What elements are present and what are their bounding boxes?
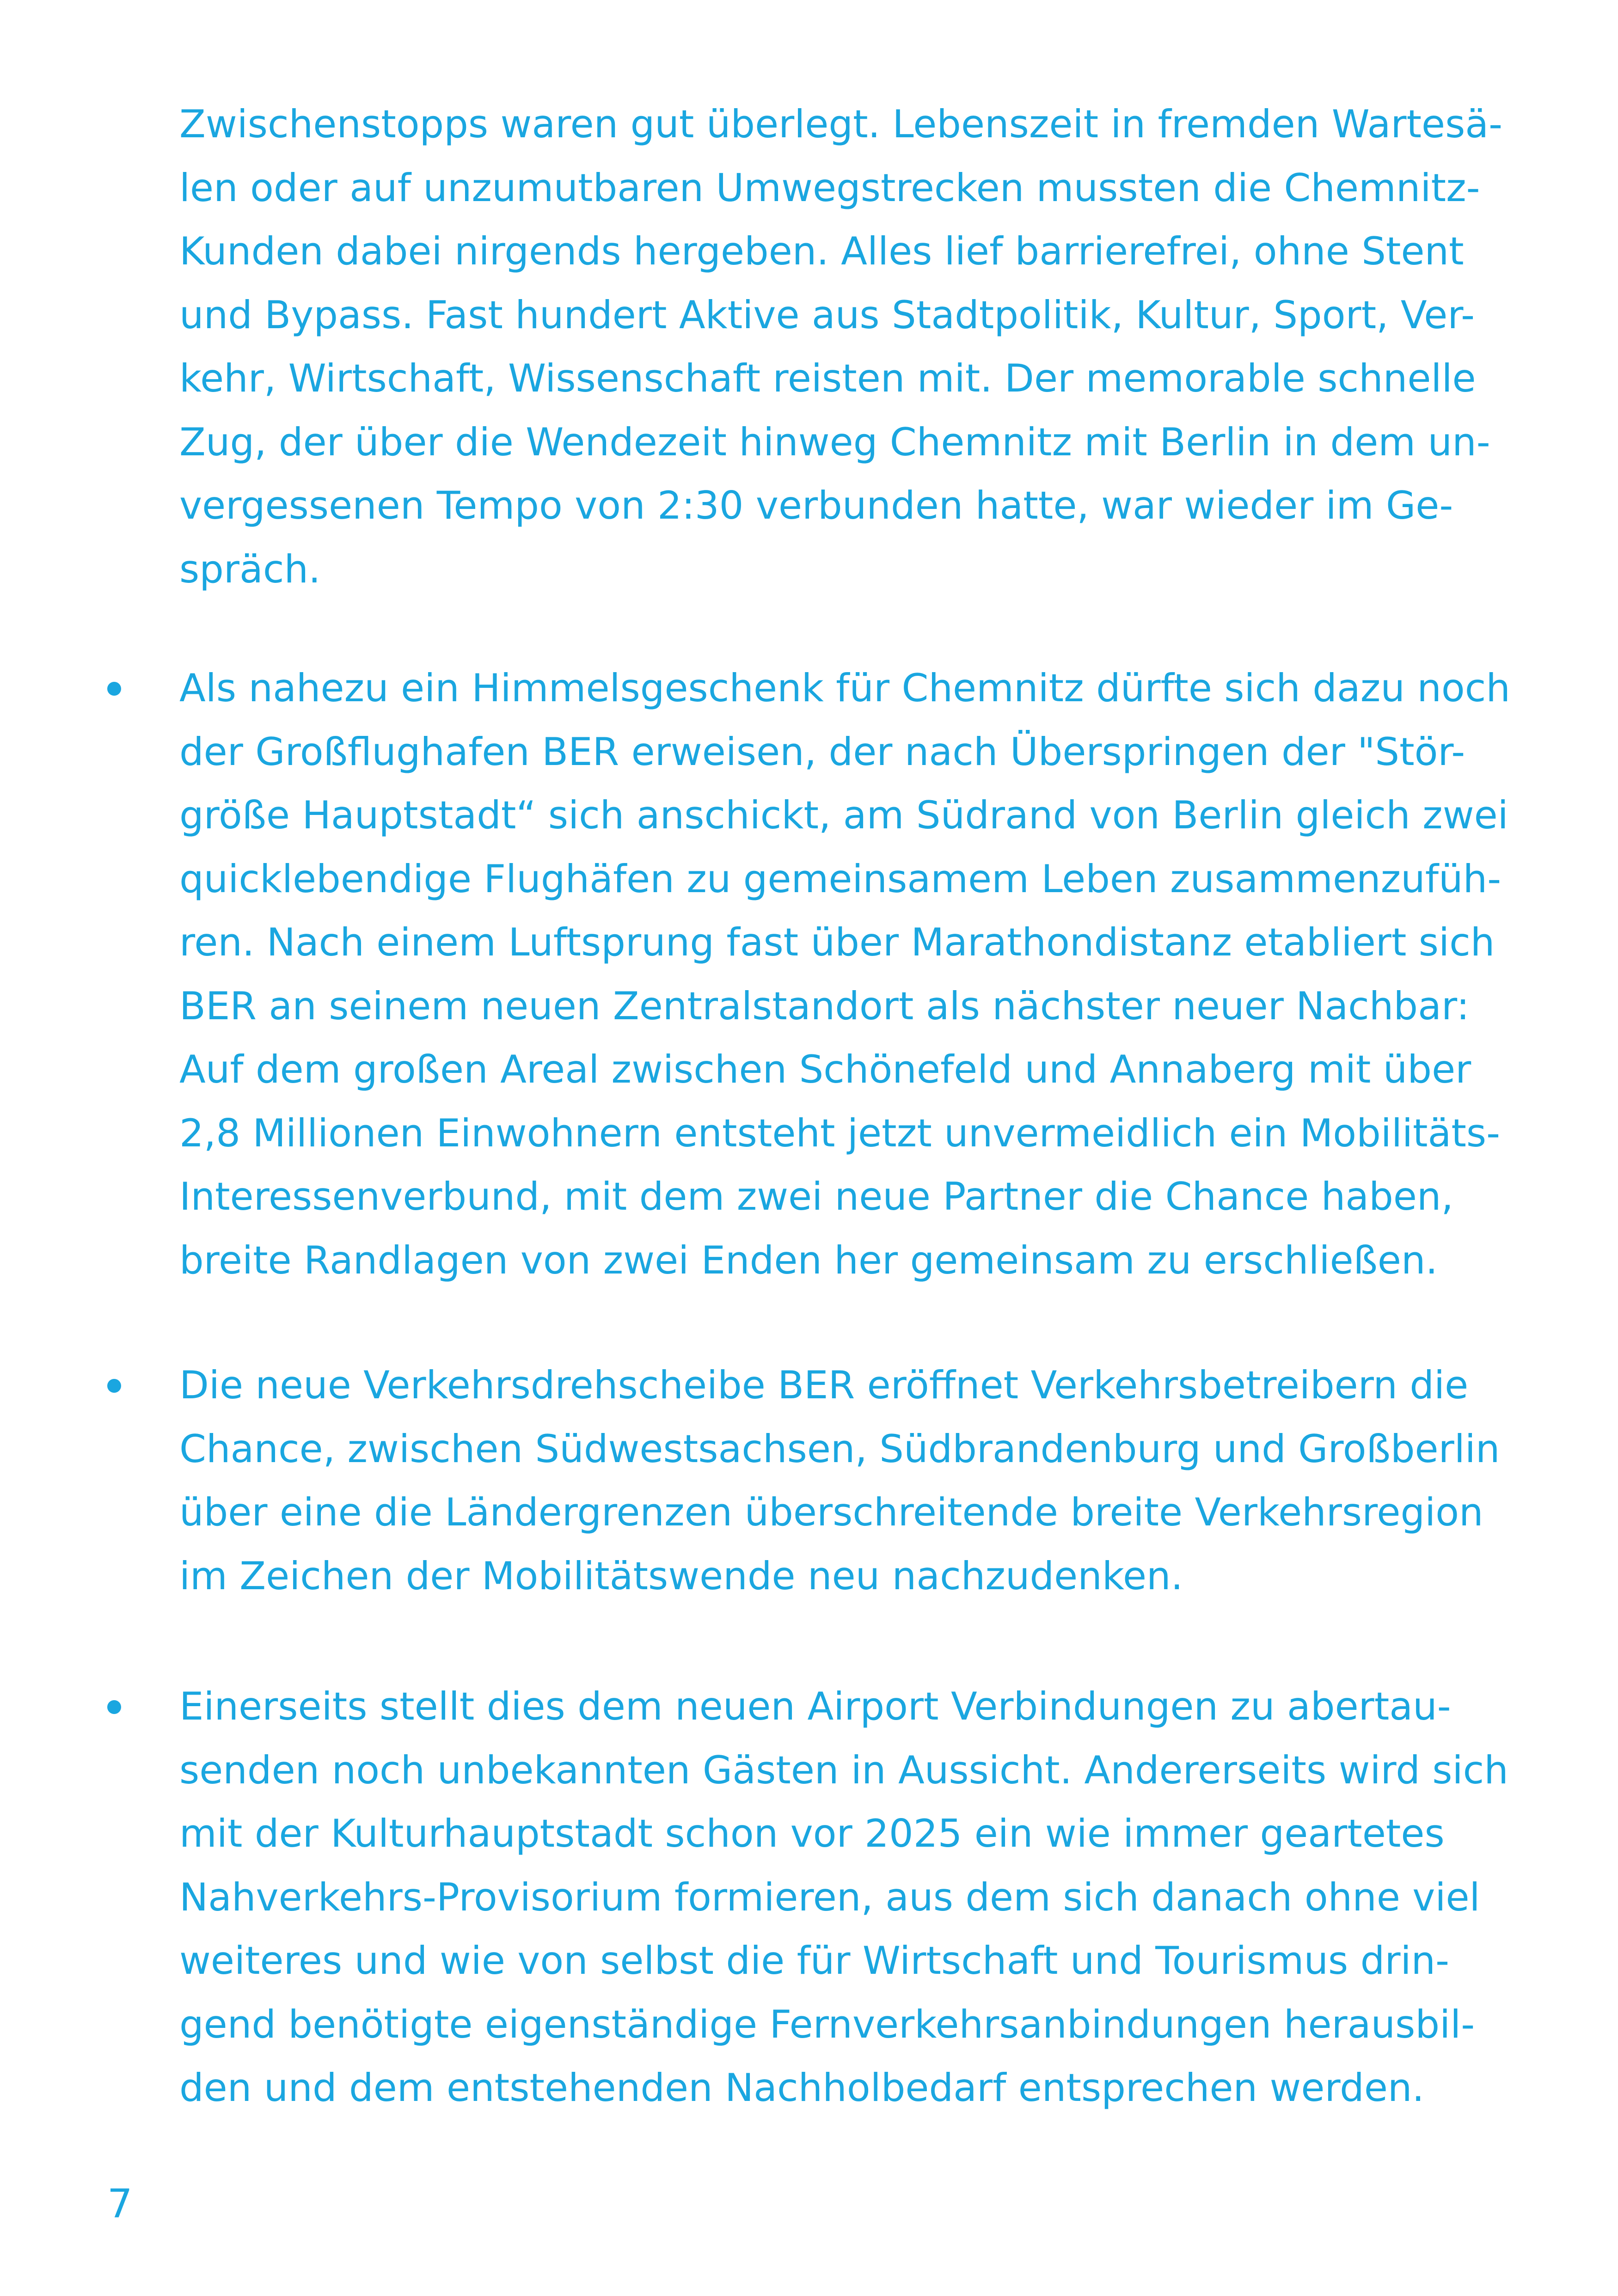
text-line: Zwischenstopps waren gut überlegt. Lebenszeit in fremden Wartesä- <box>179 102 1503 147</box>
text-line: BER an seinem neuen Zentralstandort als nächster neuer Nachbar: <box>179 983 1470 1029</box>
text-line: Zug, der über die Wendezeit hinweg Chemnitz mit Berlin in dem un- <box>179 419 1490 465</box>
text-line: len oder auf unzumutbaren Umwegstrecken mussten die Chemnitz- <box>179 165 1480 210</box>
text-line: und Bypass. Fast hundert Aktive aus Stadtpolitik, Kultur, Sport, Ver- <box>179 292 1475 337</box>
bullet-paragraph-verkehrsdrehscheibe <box>179 1353 1502 1608</box>
text-line: gend benötigte eigenständige Fernverkehrsanbindungen herausbil- <box>179 2002 1475 2047</box>
text-line: spräch. <box>179 546 321 592</box>
text-line: über eine die Ländergrenzen überschreitende breite Verkehrsregion <box>179 1490 1483 1535</box>
text-line: kehr, Wirtschaft, Wissenschaft reisten mit. Der memorable schnelle <box>179 356 1476 401</box>
text-line: mit der Kulturhauptstadt schon vor 2025 ein wie immer geartetes <box>179 1811 1445 1856</box>
text-line: Interessenverbund, mit dem zwei neue Partner die Chance haben, <box>179 1174 1453 1219</box>
text-line: der Großflughafen BER erweisen, der nach Überspringen der "Stör- <box>179 729 1465 774</box>
bullet-dot-icon <box>107 682 121 696</box>
text-line: Auf dem großen Areal zwischen Schönefeld und Annaberg mit über <box>179 1047 1471 1092</box>
text-line: senden noch unbekannten Gästen in Aussicht. Andererseits wird sich <box>179 1747 1508 1793</box>
text-line: Als nahezu ein Himmelsgeschenk für Chemnitz dürfte sich dazu noch <box>179 666 1510 710</box>
text-line: Chance, zwischen Südwestsachsen, Südbrandenburg und Großberlin <box>179 1426 1500 1471</box>
text-line: Einerseits stellt dies dem neuen Airport Verbindungen zu abertau- <box>179 1684 1451 1729</box>
text-line: größe Hauptstadt“ sich anschickt, am Südrand von Berlin gleich zwei <box>179 793 1508 838</box>
bullet-dot-icon <box>107 1379 121 1393</box>
bullet-paragraph-airport-verbindungen <box>179 1675 1508 2120</box>
text-line: ren. Nach einem Luftsprung fast über Marathondistanz etabliert sich <box>179 920 1495 965</box>
text-line: weiteres und wie von selbst die für Wirtschaft und Tourismus drin- <box>179 1938 1450 1983</box>
text-line: Nahverkehrs-Provisorium formieren, aus dem sich danach ohne viel <box>179 1874 1480 1920</box>
continuation-paragraph <box>179 92 1502 601</box>
text-line: Die neue Verkehrsdrehscheibe BER eröffnet Verkehrsbetreibern die <box>179 1363 1469 1408</box>
text-line: 2,8 Millionen Einwohnern entsteht jetzt unvermeidlich ein Mobilitäts- <box>179 1110 1501 1156</box>
bullet-dot-icon <box>107 1700 121 1714</box>
text-line: quicklebendige Flughäfen zu gemeinsamem Leben zusammenzufüh- <box>179 856 1502 901</box>
bullet-paragraph-ber-airport <box>179 656 1510 1292</box>
text-line: Kunden dabei nirgends hergeben. Alles lief barrierefrei, ohne Stent <box>179 229 1464 274</box>
text-line: breite Randlagen von zwei Enden her gemeinsam zu erschließen. <box>179 1237 1438 1283</box>
text-line: vergessenen Tempo von 2:30 verbunden hatte, war wieder im Ge- <box>179 483 1453 528</box>
text-line: den und dem entstehenden Nachholbedarf entsprechen werden. <box>179 2065 1424 2110</box>
text-line: im Zeichen der Mobilitätswende neu nachzudenken. <box>179 1553 1183 1598</box>
page-number: 7 <box>107 2181 133 2227</box>
